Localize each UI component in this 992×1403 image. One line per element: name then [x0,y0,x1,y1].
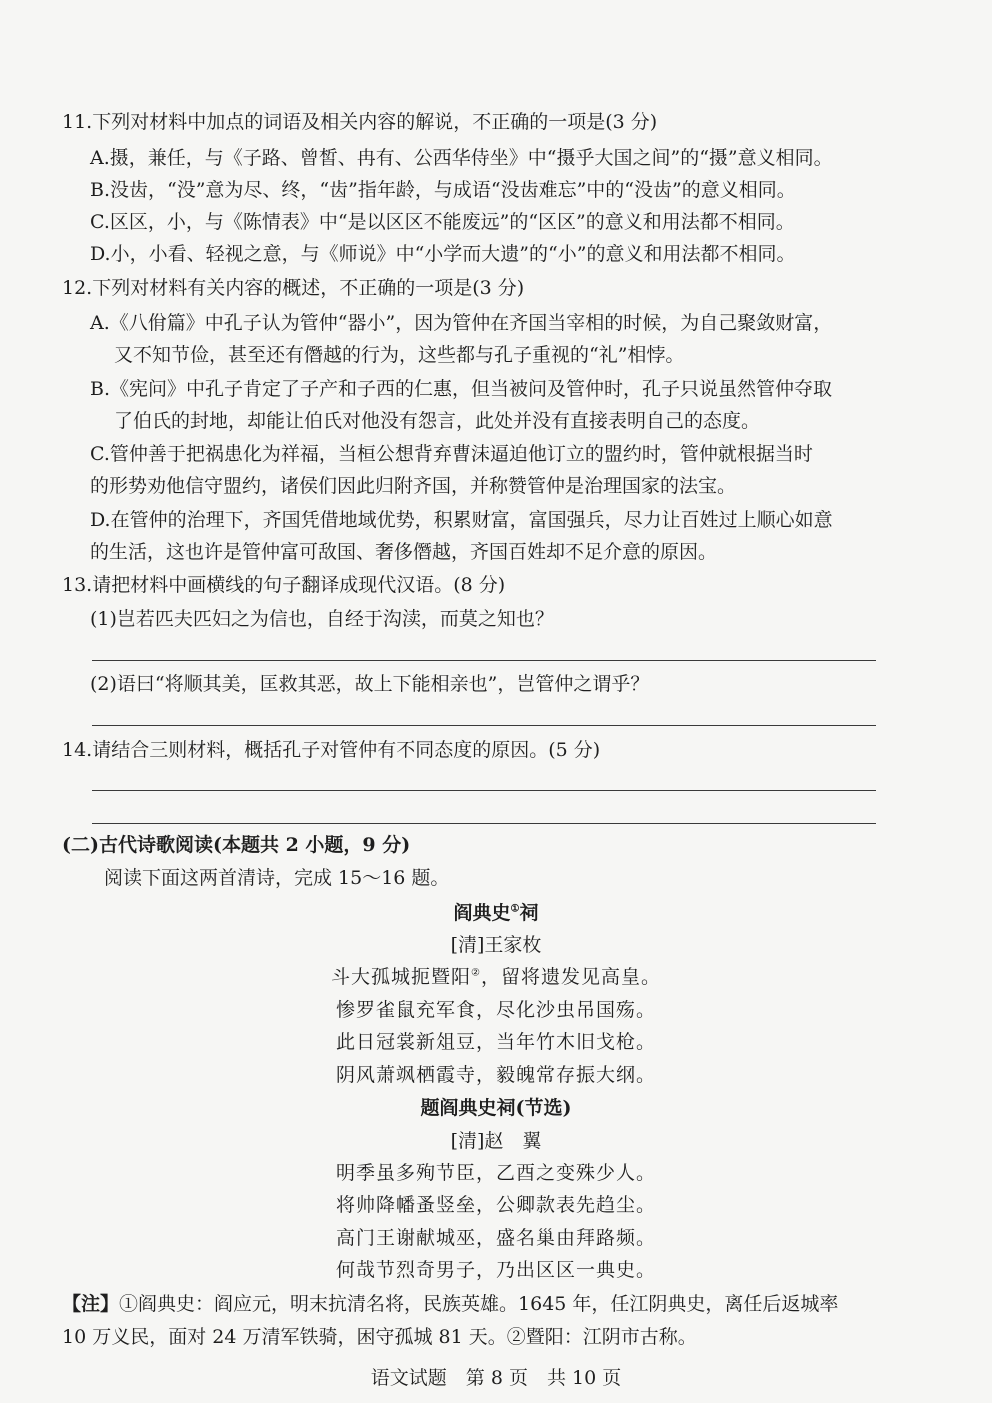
q13-stem: 13.请把材料中画横线的句子翻译成现代汉语。(8 分) [62,574,506,596]
poem1-title-text: 阎典史 [453,902,511,924]
q12-option-c-line2: 的形势劝他信守盟约，诸侯们因此归附齐国，并称赞管仲是治理国家的法宝。 [90,475,737,497]
poem1-title-end: 祠 [519,902,539,924]
q14-answer-line-1[interactable] [92,790,876,791]
q12-option-a-line2: 又不知节俭，甚至还有僭越的行为，这些都与孔子重视的“礼”相悖。 [114,344,685,366]
q12-stem: 12.下列对材料有关内容的概述，不正确的一项是(3 分) [62,277,525,299]
section-intro: 阅读下面这两首清诗，完成 15～16 题。 [104,867,450,889]
q13-answer-line-1[interactable] [92,660,876,661]
poem1-line-1-mark: ② [471,967,481,979]
poem1-title [0,901,992,925]
q12-option-c-line1: C.管仲善于把祸患化为祥福，当桓公想背弃曹沫逼迫他订立的盟约时，管仲就根据当时 [90,443,813,465]
poem1-note-mark: ① [510,903,520,915]
q12-option-b-line2: 了伯氏的封地，却能让伯氏对他没有怨言，此处并没有直接表明自己的态度。 [114,410,761,432]
poem2-line-3: 高门王谢献城巫，盛名巢由拜路频。 [335,1227,656,1249]
q11-stem: 11.下列对材料中加点的词语及相关内容的解说，不正确的一项是(3 分) [62,111,658,133]
q11-option-a: A.摄，兼任，与《子路、曾皙、冉有、公西华侍坐》中“摄乎大国之间”的“摄”意义相同。 [90,147,833,169]
q12-option-b-line1: B.《宪问》中孔子肯定了子产和子西的仁惠，但当被问及管仲时，孔子只说虽然管仲夺取 [90,378,833,400]
q12-option-d-line1: D.在管仲的治理下，齐国凭借地域优势，积累财富，富国强兵，尽力让百姓过上顺心如意 [90,509,833,531]
notes-label: 【注】 [62,1293,120,1315]
poem1-line-1-b: ，留将遗发见高皇。 [480,966,661,988]
notes-line-2: 10 万义民，面对 24 万清军铁骑，困守孤城 81 天。②暨阳：江阴市古称。 [62,1326,697,1348]
poem2-line-1: 明季虽多殉节臣，乙酉之变殊少人。 [335,1162,656,1184]
q12-option-a-line1: A.《八佾篇》中孔子认为管仲“器小”，因为管仲在齐国当宰相的时候，为自己聚敛财富， [90,312,833,334]
section-heading: (二)古代诗歌阅读(本题共 2 小题，9 分) [62,834,411,856]
poem1-line-4: 阴风萧飒栖霞寺，毅魄常存振大纲。 [335,1064,656,1086]
q13-sentence-2: (2)语曰“将顺其美，匡救其恶，故上下能相亲也”，岂管仲之谓乎？ [90,673,650,695]
notes-text-1: ①阎典史：阎应元，明末抗清名将，民族英雄。1645 年，任江阴典史，离任后返城率 [119,1293,839,1315]
q14-answer-line-2[interactable] [92,823,876,824]
q11-option-c: C.区区，小，与《陈情表》中“是以区区不能废远”的“区区”的意义和用法都不相同。 [90,211,795,233]
q12-option-d-line2: 的生活，这也许是管仲富可敌国、奢侈僭越，齐国百姓却不足介意的原因。 [90,541,718,563]
q14-stem: 14.请结合三则材料，概括孔子对管仲有不同态度的原因。(5 分) [62,739,601,761]
poem1-line-3: 此日冠裳新俎豆，当年竹木旧戈枪。 [335,1031,656,1053]
poem1-line-1-a: 斗大孤城扼暨阳 [331,966,472,988]
poem1-author: [清]王家枚 [450,934,542,956]
poem2-author: [清]赵 翼 [450,1130,542,1152]
poem2-line-4: 何哉节烈奇男子，乃出区区一典史。 [335,1259,656,1281]
notes-line-1 [62,1292,838,1316]
poem1-line-1 [0,965,992,989]
q11-option-d: D.小，小看、轻视之意，与《师说》中“小学而大遗”的“小”的意义和用法都不相同。 [90,243,796,265]
q13-answer-line-2[interactable] [92,725,876,726]
poem1-line-2: 惨罗雀鼠充军食，尽化沙虫吊国殇。 [335,999,656,1021]
poem2-title: 题阎典史祠(节选) [420,1097,572,1119]
page-footer: 语文试题 第 8 页 共 10 页 [370,1367,622,1389]
q13-sentence-1: (1)岂若匹夫匹妇之为信也，自经于沟渎，而莫之知也？ [90,608,554,630]
poem2-line-2: 将帅降幡蚤竖垒，公卿款表先趋尘。 [335,1194,656,1216]
q11-option-b: B.没齿，“没”意为尽、终，“齿”指年龄，与成语“没齿难忘”中的“没齿”的意义相同。 [90,179,796,201]
